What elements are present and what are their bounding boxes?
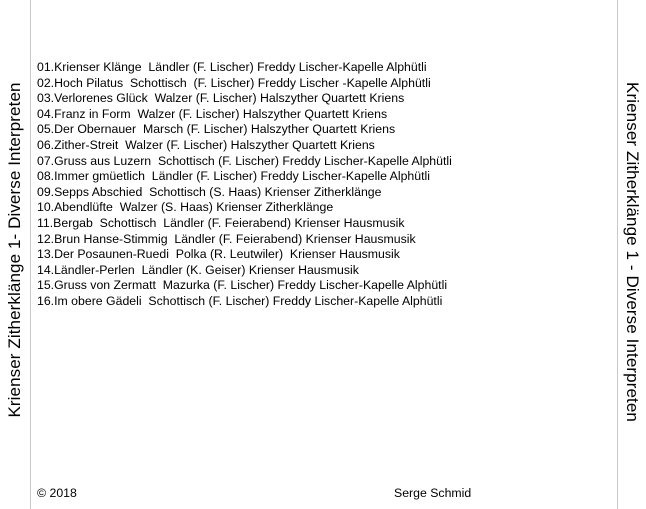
track-item: 08.Immer gmüetlich Ländler (F. Lischer) Freddy Lischer-Kapelle Alphütli — [37, 169, 430, 184]
track-item: 05.Der Obernauer Marsch (F. Lischer) Halszyther Quartett Kriens — [37, 122, 396, 137]
copyright-text: © 2018 — [37, 486, 77, 500]
track-item: 02.Hoch Pilatus Schottisch (F. Lischer) Freddy Lischer -Kapelle Alphütli — [37, 75, 431, 90]
track-item: 10.Abendlüfte Walzer (S. Haas) Krienser Zitherklänge — [37, 200, 334, 215]
track-list — [37, 60, 452, 310]
track-item: 14.Ländler-Perlen Ländler (K. Geiser) Krienser Hausmusik — [37, 262, 359, 277]
track-item: 09.Sepps Abschied Schottisch (S. Haas) Krienser Zitherklänge — [37, 184, 382, 199]
track-item: 13.Der Posaunen-Ruedi Polka (R. Leutwiler) Krienser Hausmusik — [37, 247, 400, 262]
track-item: 03.Verlorenes Glück Walzer (F. Lischer) Halszyther Quartett Kriens — [37, 91, 405, 106]
track-item: 15.Gruss von Zermatt Mazurka (F. Lischer) Freddy Lischer-Kapelle Alphütli — [37, 278, 448, 293]
track-item: 01.Krienser Klänge Ländler (F. Lischer) Freddy Lischer-Kapelle Alphütli — [37, 60, 427, 74]
left-spine — [0, 0, 31, 509]
right-spine — [617, 0, 646, 509]
track-item: 12.Brun Hanse-Stimmig Ländler (F. Feierabend) Krienser Hausmusik — [37, 231, 416, 246]
author-name: Serge Schmid — [394, 486, 472, 500]
track-item: 11.Bergab Schottisch Ländler (F. Feierabend) Krienser Hausmusik — [37, 215, 405, 230]
track-item: 04.Franz in Form Walzer (F. Lischer) Halszyther Quartett Kriens — [37, 106, 388, 121]
right-spine-title: Krienser Zitherklänge 1 - Diverse Interpreten — [623, 82, 642, 422]
track-item: 16.Im obere Gädeli Schottisch (F. Lischer) Freddy Lischer-Kapelle Alphütli — [37, 293, 443, 308]
left-spine-title: Krienser Zitherklänge 1- Diverse Interpreten — [5, 82, 24, 418]
track-item: 07.Gruss aus Luzern Schottisch (F. Lischer) Freddy Lischer-Kapelle Alphütli — [37, 153, 452, 168]
track-item: 06.Zither-Streit Walzer (F. Lischer) Halszyther Quartett Kriens — [37, 137, 375, 152]
